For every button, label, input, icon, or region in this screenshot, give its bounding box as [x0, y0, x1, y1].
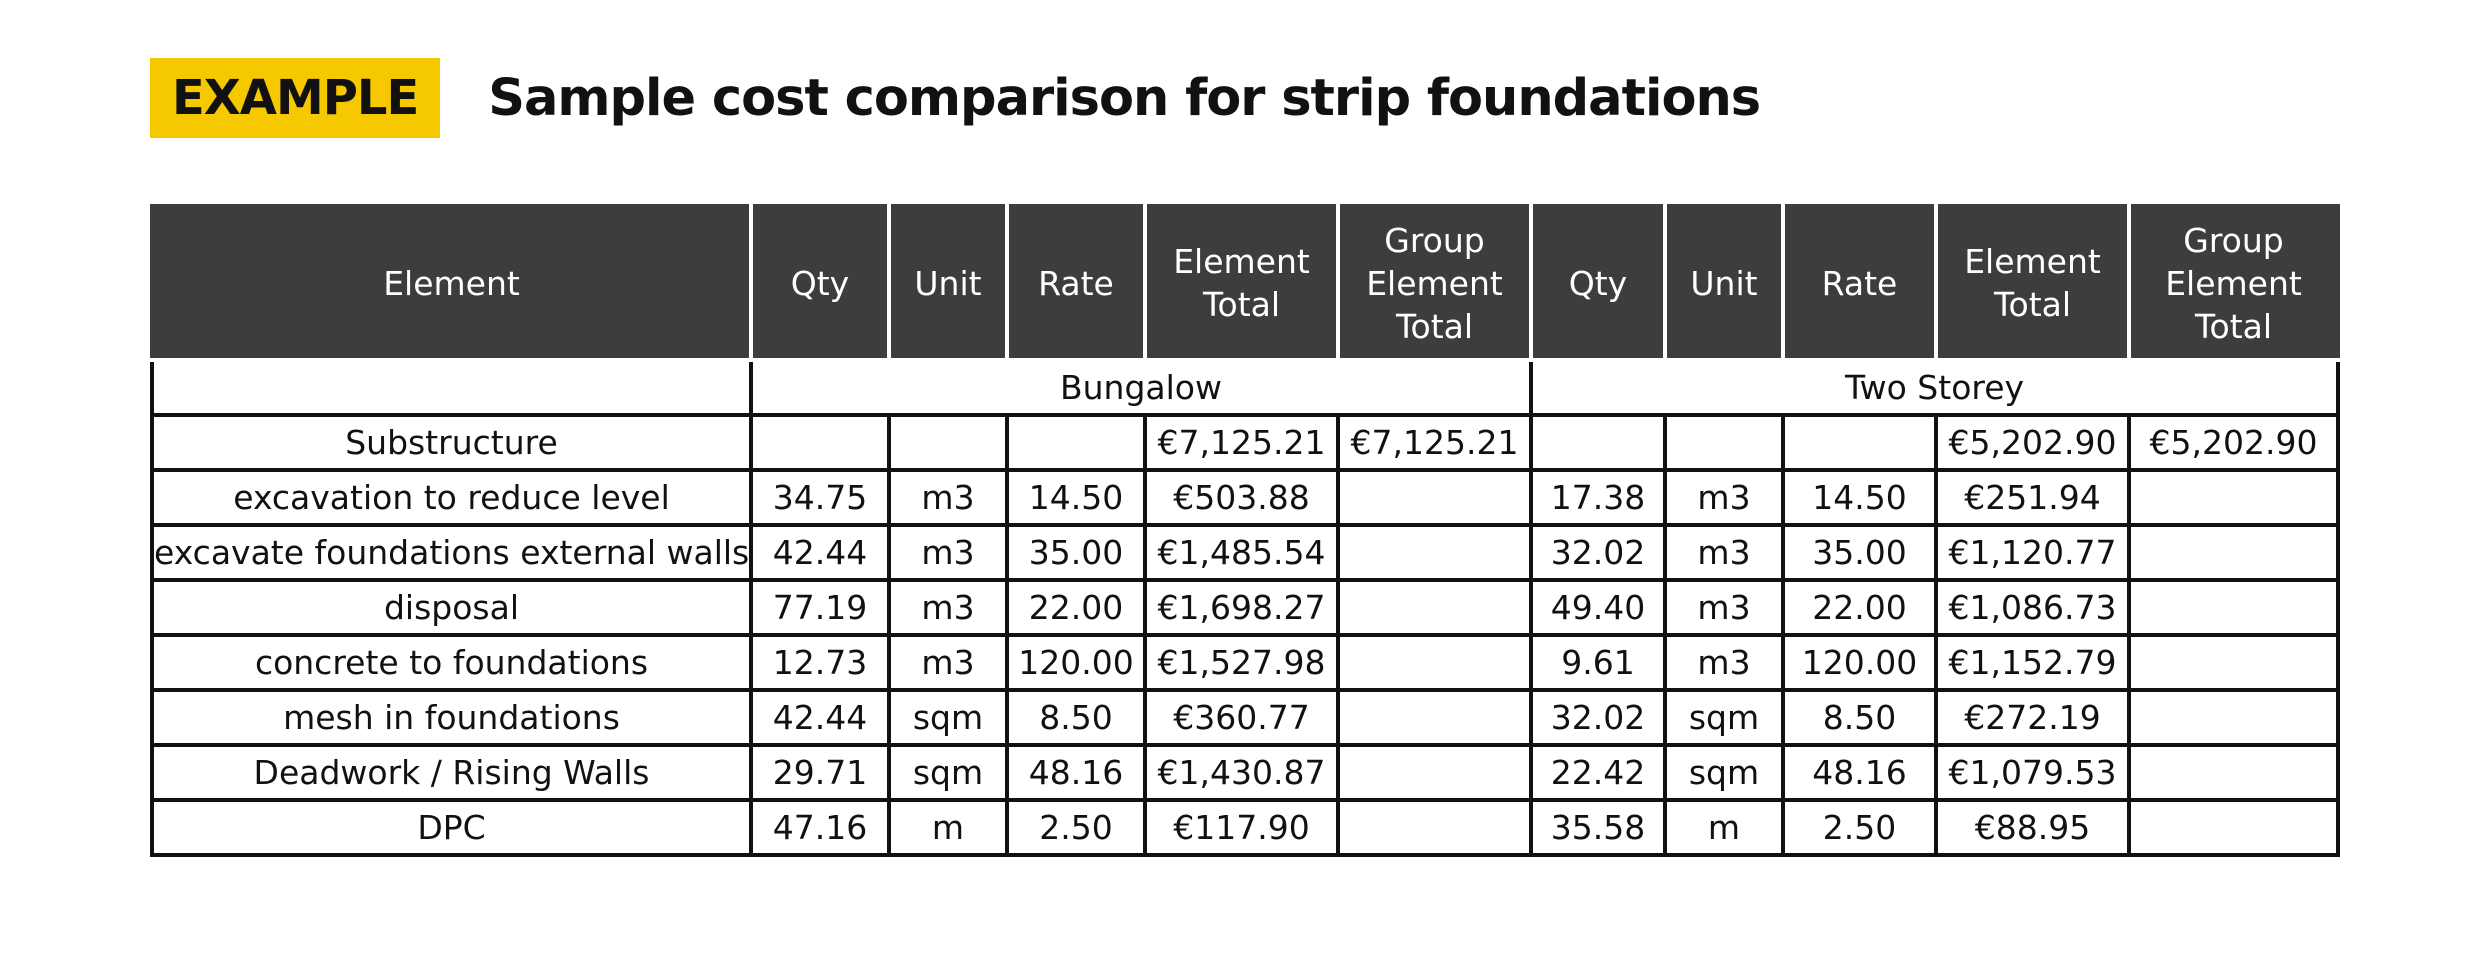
table-cell: 14.50 [1007, 470, 1145, 525]
table-cell: 32.02 [1531, 690, 1665, 745]
table-cell: excavate foundations external walls [152, 525, 751, 580]
col-header-element-total: Element Total [1936, 206, 2129, 360]
table-cell: €251.94 [1936, 470, 2129, 525]
table-cell: 34.75 [751, 470, 889, 525]
table-cell: 120.00 [1007, 635, 1145, 690]
table-cell [1338, 525, 1531, 580]
table-cell: 35.00 [1783, 525, 1936, 580]
table-cell: 35.00 [1007, 525, 1145, 580]
table-cell: m3 [889, 580, 1007, 635]
table-row [152, 415, 2338, 470]
table-row [152, 800, 2338, 855]
table-cell: 32.02 [1531, 525, 1665, 580]
table-cell: 48.16 [1783, 745, 1936, 800]
table-cell: 77.19 [751, 580, 889, 635]
table-cell: 8.50 [1007, 690, 1145, 745]
table-row [152, 635, 2338, 690]
table-cell [1338, 745, 1531, 800]
table-cell: €1,485.54 [1145, 525, 1338, 580]
table-cell: €1,079.53 [1936, 745, 2129, 800]
table-cell: sqm [1665, 745, 1783, 800]
table-cell: €1,120.77 [1936, 525, 2129, 580]
table-cell: €1,527.98 [1145, 635, 1338, 690]
table-cell: m3 [1665, 635, 1783, 690]
table-cell: 2.50 [1007, 800, 1145, 855]
table-row [152, 470, 2338, 525]
table-cell: €117.90 [1145, 800, 1338, 855]
col-header-qty: Qty [1531, 206, 1665, 360]
col-header-unit: Unit [889, 206, 1007, 360]
table-cell [2129, 635, 2338, 690]
table-cell: mesh in foundations [152, 690, 751, 745]
table-cell: excavation to reduce level [152, 470, 751, 525]
group-label-bungalow: Bungalow [751, 360, 1531, 415]
group-row [152, 360, 2338, 415]
table-cell: €1,086.73 [1936, 580, 2129, 635]
table-cell [1338, 580, 1531, 635]
table-cell: m3 [1665, 580, 1783, 635]
table-cell [1338, 470, 1531, 525]
table-cell: 8.50 [1783, 690, 1936, 745]
table-cell: €7,125.21 [1145, 415, 1338, 470]
table-cell: m3 [889, 470, 1007, 525]
col-header-unit: Unit [1665, 206, 1783, 360]
table-cell: Substructure [152, 415, 751, 470]
table-cell: m [1665, 800, 1783, 855]
table-cell: m3 [889, 635, 1007, 690]
table-cell: m [889, 800, 1007, 855]
group-spacer-cell [152, 360, 751, 415]
table-cell [1665, 415, 1783, 470]
table-cell: m3 [889, 525, 1007, 580]
table-cell: €88.95 [1936, 800, 2129, 855]
table-cell: m3 [1665, 470, 1783, 525]
col-header-element-total: Element Total [1145, 206, 1338, 360]
table-cell: disposal [152, 580, 751, 635]
table-row [152, 745, 2338, 800]
col-header-group-element-total: Group Element Total [2129, 206, 2338, 360]
table-cell: 48.16 [1007, 745, 1145, 800]
table-cell: €5,202.90 [1936, 415, 2129, 470]
table-cell: €1,698.27 [1145, 580, 1338, 635]
table-cell: 9.61 [1531, 635, 1665, 690]
table-cell: sqm [889, 690, 1007, 745]
table-cell: 47.16 [751, 800, 889, 855]
table-cell: 22.42 [1531, 745, 1665, 800]
page-title: Sample cost comparison for strip foundations [488, 68, 1761, 128]
col-header-rate: Rate [1007, 206, 1145, 360]
table-cell [2129, 470, 2338, 525]
col-header-qty: Qty [751, 206, 889, 360]
table-cell: 22.00 [1007, 580, 1145, 635]
table-cell: €360.77 [1145, 690, 1338, 745]
table-cell: 22.00 [1783, 580, 1936, 635]
table-cell [1338, 635, 1531, 690]
table-row [152, 525, 2338, 580]
table-cell: €1,430.87 [1145, 745, 1338, 800]
table-cell: sqm [889, 745, 1007, 800]
table-cell [1338, 690, 1531, 745]
table-cell: 49.40 [1531, 580, 1665, 635]
table-cell [2129, 580, 2338, 635]
table-cell: 42.44 [751, 525, 889, 580]
table-cell [889, 415, 1007, 470]
table-cell [2129, 800, 2338, 855]
table-cell: €503.88 [1145, 470, 1338, 525]
header [150, 58, 1760, 138]
table-cell: 14.50 [1783, 470, 1936, 525]
table-cell [2129, 690, 2338, 745]
table-cell: concrete to foundations [152, 635, 751, 690]
table-cell: €1,152.79 [1936, 635, 2129, 690]
table-cell: €7,125.21 [1338, 415, 1531, 470]
col-header-rate: Rate [1783, 206, 1936, 360]
table-cell: sqm [1665, 690, 1783, 745]
example-badge: EXAMPLE [150, 58, 440, 138]
table-cell: 12.73 [751, 635, 889, 690]
table-cell: DPC [152, 800, 751, 855]
table-row [152, 580, 2338, 635]
table-cell: 2.50 [1783, 800, 1936, 855]
table-cell: 35.58 [1531, 800, 1665, 855]
table-row [152, 690, 2338, 745]
table-cell [751, 415, 889, 470]
group-label-two-storey: Two Storey [1531, 360, 2338, 415]
cost-comparison-table [150, 204, 2340, 857]
table-cell [1338, 800, 1531, 855]
table-cell: Deadwork / Rising Walls [152, 745, 751, 800]
table-cell [2129, 745, 2338, 800]
table-cell: m3 [1665, 525, 1783, 580]
table-cell: €272.19 [1936, 690, 2129, 745]
table-cell: 120.00 [1783, 635, 1936, 690]
col-header-group-element-total: Group Element Total [1338, 206, 1531, 360]
table-cell [1783, 415, 1936, 470]
table-cell [1007, 415, 1145, 470]
table-cell: 29.71 [751, 745, 889, 800]
table-cell [1531, 415, 1665, 470]
table-cell: 42.44 [751, 690, 889, 745]
header-row [152, 206, 2338, 360]
table-cell: 17.38 [1531, 470, 1665, 525]
table-cell: €5,202.90 [2129, 415, 2338, 470]
col-header-element: Element [152, 206, 751, 360]
table-cell [2129, 525, 2338, 580]
